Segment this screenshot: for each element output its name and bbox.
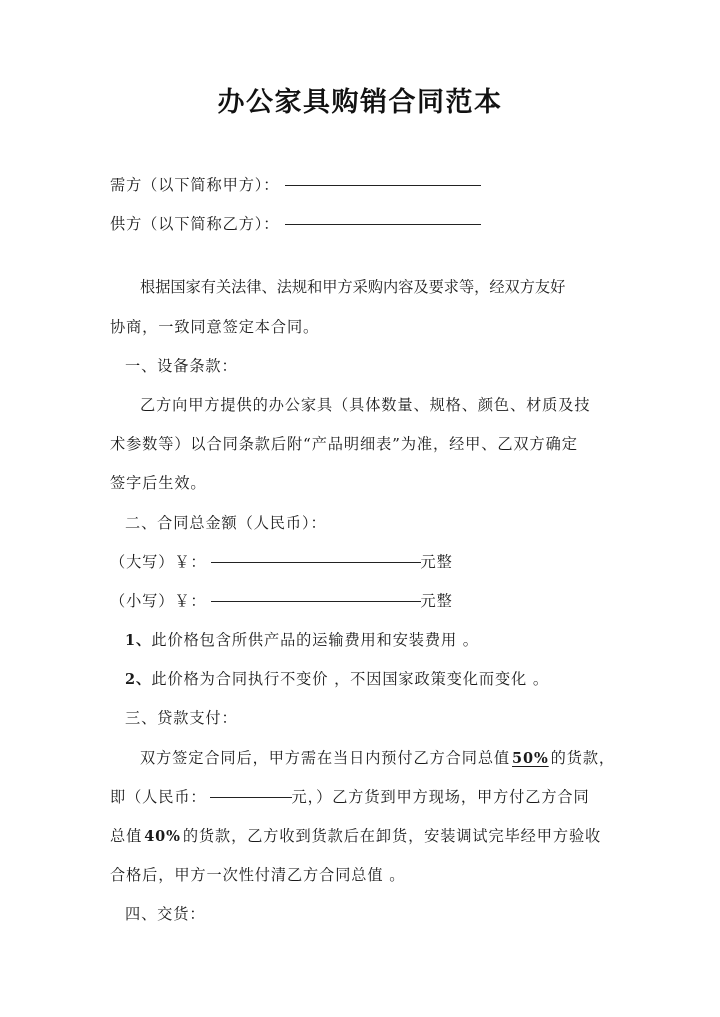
clause-3-line-1-text-b: 的货款， bbox=[550, 748, 616, 767]
clause-2-heading: 二、合同总金额（人民币）： bbox=[125, 513, 327, 532]
clause-4-heading: 四、交货： bbox=[125, 905, 206, 924]
page-title: 办公家具购销合同范本 bbox=[217, 87, 503, 118]
amount-upper-fill[interactable] bbox=[211, 562, 421, 563]
prepayment-amount-fill[interactable] bbox=[210, 797, 292, 798]
party-fill-supplier[interactable] bbox=[285, 224, 481, 225]
clause-1-line-2 bbox=[110, 425, 616, 464]
clause-3-line-2-text-a: 即（人民币： bbox=[110, 787, 207, 806]
party-line-supplier bbox=[110, 205, 616, 244]
document-body bbox=[110, 166, 616, 935]
amount-lower-line bbox=[110, 582, 616, 621]
amount-lower-label: （小写）￥： bbox=[110, 591, 207, 610]
party-label-supplier: 供方（以下简称乙方）： bbox=[110, 215, 280, 234]
clause-1-line-3 bbox=[110, 464, 616, 503]
clause-3-line-3-text-b: 的货款，乙方收到货款后在卸货，安装调试完毕经甲方验收 bbox=[182, 827, 602, 845]
clause-1-line-3-text: 签字后生效。 bbox=[110, 474, 207, 493]
amount-lower-fill[interactable] bbox=[211, 601, 421, 602]
amount-upper-label: （大写）￥： bbox=[110, 552, 207, 571]
amount-lower-suffix: 元整 bbox=[420, 591, 453, 610]
preamble-line-2-text: 协商，一致同意签定本合同。 bbox=[110, 317, 320, 336]
clause-3-line-1 bbox=[110, 739, 616, 778]
clause-2-item-2-text: 此价格为合同执行不变价 ，不因国家政策变化而变化 。 bbox=[151, 670, 549, 689]
clause-3-line-1-text-a: 双方签定合同后，甲方需在当日内预付乙方合同总值 bbox=[140, 748, 511, 767]
party-label-buyer: 需方（以下简称甲方）： bbox=[110, 176, 280, 194]
prepayment-percent: 50% bbox=[512, 749, 549, 767]
preamble-line-1-text: 根据国家有关法律、法规和甲方采购内容及要求等，经双方友好 bbox=[140, 278, 566, 297]
clause-2-item-1-text: 此价格包含所供产品的运输费用和安装费用 。 bbox=[151, 631, 479, 650]
clause-3-heading: 三、贷款支付： bbox=[125, 709, 238, 728]
amount-upper-suffix: 元整 bbox=[420, 552, 453, 571]
party-fill-buyer[interactable] bbox=[285, 185, 481, 186]
clause-2-item-2-number: 2、 bbox=[125, 671, 152, 689]
clause-3-line-3 bbox=[110, 817, 616, 856]
amount-upper-line bbox=[110, 543, 616, 582]
preamble-line-2 bbox=[110, 308, 616, 347]
clause-3-line-3-text-a: 总值 bbox=[110, 827, 143, 845]
clause-1-heading: 一、设备条款： bbox=[125, 356, 238, 375]
preamble-line-1 bbox=[110, 268, 616, 307]
clause-1-line-2-text: 术参数等）以合同条款后附“产品明细表”为准，经甲、乙双方确定 bbox=[110, 435, 578, 454]
clause-2-item-1 bbox=[110, 621, 616, 660]
party-line-buyer bbox=[110, 166, 616, 205]
clause-2-item-2 bbox=[110, 660, 616, 699]
clause-2-item-1-number: 1、 bbox=[125, 632, 152, 650]
clause-1-line-1-text: 乙方向甲方提供的办公家具（具体数量、规格、颜色、材质及技 bbox=[140, 395, 591, 414]
clause-3-line-2 bbox=[110, 778, 616, 817]
clause-1-line-1 bbox=[110, 386, 616, 425]
clause-3-line-2-text-b: 元，）乙方货到甲方现场，甲方付乙方合同 bbox=[291, 787, 590, 806]
clause-3-line-4: 合格后，甲方一次性付清乙方合同总值 。 bbox=[110, 866, 406, 885]
delivery-payment-percent: 40% bbox=[144, 828, 181, 845]
